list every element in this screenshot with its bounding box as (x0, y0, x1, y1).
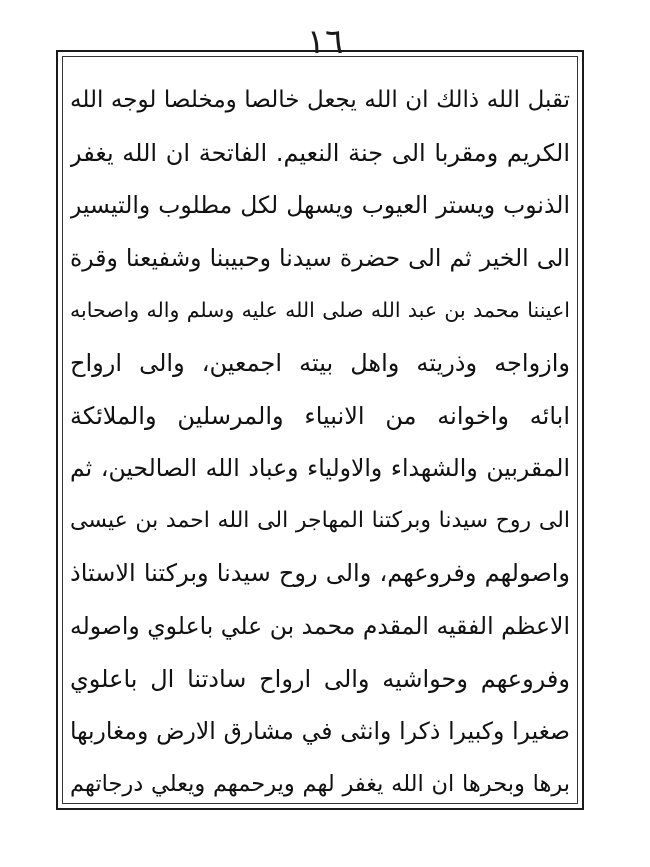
text-line-8: المقربين والشهداء والاولياء وعباد الله الصالحين، ثم (70, 454, 570, 483)
text-line-14: برها وبحرها ان الله يغفر لهم ويرحمهم ويعلي درجاتهم (70, 770, 570, 797)
text-line-6: وازواجه وذريته واهل بيته اجمعين، والى ارواح (70, 348, 570, 377)
text-line-10: واصولهم وفروعهم، والى روح سيدنا وبركتنا الاستاذ (70, 559, 570, 588)
text-line-5: اعيننا محمد بن عبد الله صلى الله عليه وسلم واله واصحابه (70, 298, 570, 323)
page-number: ١٦ (306, 22, 344, 62)
text-line-12: وفروعهم وحواشيه والى ارواح سادتنا ال باعلوي (70, 664, 570, 693)
text-line-7: ابائه واخوانه من الانبياء والمرسلين والملائكة (70, 401, 570, 430)
text-line-9: الى روح سيدنا وبركتنا المهاجر الى الله احمد بن عيسى (70, 507, 570, 533)
arabic-text-block (70, 74, 570, 810)
text-line-11: الاعظم الفقيه المقدم محمد بن علي باعلوي واصوله (70, 611, 570, 640)
text-line-2: الكريم ومقربا الى جنة النعيم. الفاتحة ان الله يغفر (70, 138, 570, 167)
text-line-3: الذنوب ويستر العيوب ويسهل لكل مطلوب والتيسير (70, 191, 570, 220)
text-line-4: الى الخير ثم الى حضرة سيدنا وحبيبنا وشفيعنا وقرة (70, 243, 570, 272)
text-line-1: تقبل الله ذالك ان الله يجعل خالصا ومخلصا لوجه الله (70, 87, 570, 113)
text-line-13: صغيرا وكبيرا ذكرا وانثى في مشارق الارض ومغاربها (70, 717, 570, 746)
